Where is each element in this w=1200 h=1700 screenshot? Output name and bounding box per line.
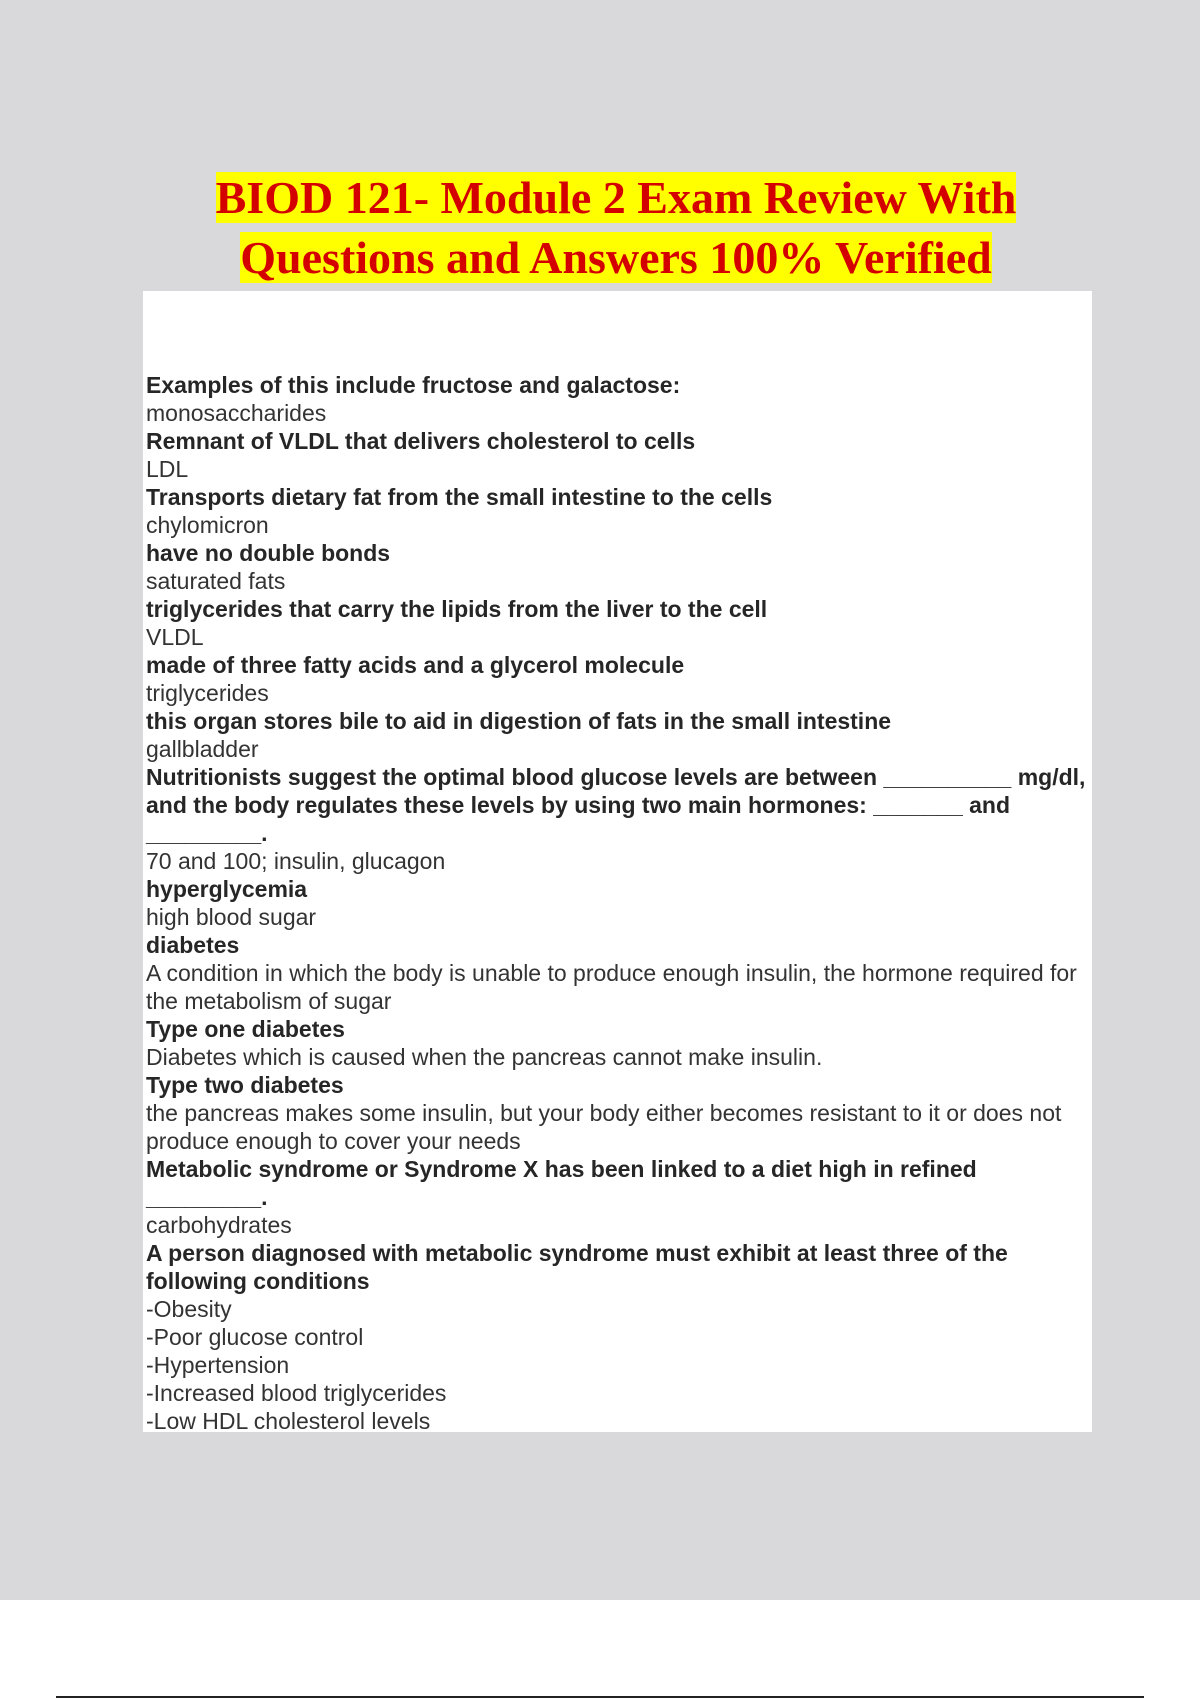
question-2: Remnant of VLDL that delivers cholesterol to cells — [146, 428, 696, 454]
footer-divider — [56, 1696, 1144, 1698]
answer-14-line-4: -Increased blood triglycerides — [146, 1380, 447, 1406]
question-9: hyperglycemia — [146, 876, 308, 902]
answer-7: gallbladder — [146, 736, 259, 762]
question-8: Nutritionists suggest the optimal blood glucose levels are between __________ mg/dl, and the body regulates these levels by using two main hormones: _______ and _________. — [146, 764, 1086, 846]
question-1: Examples of this include fructose and galactose: — [146, 372, 681, 398]
answer-4: saturated fats — [146, 568, 286, 594]
answer-1: monosaccharides — [146, 400, 327, 426]
answer-13: carbohydrates — [146, 1212, 292, 1238]
answer-5: VLDL — [146, 624, 204, 650]
qa-list — [146, 371, 1086, 1435]
question-5: triglycerides that carry the lipids from the liver to the cell — [146, 596, 768, 622]
question-6: made of three fatty acids and a glycerol molecule — [146, 652, 685, 678]
question-7: this organ stores bile to aid in digestion of fats in the small intestine — [146, 708, 892, 734]
answer-3: chylomicron — [146, 512, 269, 538]
question-12: Type two diabetes — [146, 1072, 344, 1098]
question-3: Transports dietary fat from the small intestine to the cells — [146, 484, 773, 510]
answer-8: 70 and 100; insulin, glucagon — [146, 848, 446, 874]
answer-10: A condition in which the body is unable to produce enough insulin, the hormone required for the metabolism of sugar — [146, 960, 1077, 1014]
answer-9: high blood sugar — [146, 904, 317, 930]
question-14: A person diagnosed with metabolic syndrome must exhibit at least three of the following conditions — [146, 1240, 1008, 1294]
document-title — [0, 168, 1200, 288]
answer-14-line-2: -Poor glucose control — [146, 1324, 364, 1350]
answer-12: the pancreas makes some insulin, but your body either becomes resistant to it or does not produce enough to cover your needs — [146, 1100, 1062, 1154]
title-line-1: BIOD 121- Module 2 Exam Review With — [215, 172, 1017, 223]
answer-11: Diabetes which is caused when the pancreas cannot make insulin. — [146, 1044, 823, 1070]
question-10: diabetes — [146, 932, 240, 958]
answer-14-line-1: -Obesity — [146, 1296, 232, 1322]
answer-6: triglycerides — [146, 680, 269, 706]
title-line-2: Questions and Answers 100% Verified — [240, 232, 992, 283]
answer-2: LDL — [146, 456, 189, 482]
question-11: Type one diabetes — [146, 1016, 345, 1042]
answer-14-line-5: -Low HDL cholesterol levels — [146, 1408, 431, 1434]
answer-14-line-3: -Hypertension — [146, 1352, 290, 1378]
question-4: have no double bonds — [146, 540, 391, 566]
question-13: Metabolic syndrome or Syndrome X has been linked to a diet high in refined _________. — [146, 1156, 977, 1210]
